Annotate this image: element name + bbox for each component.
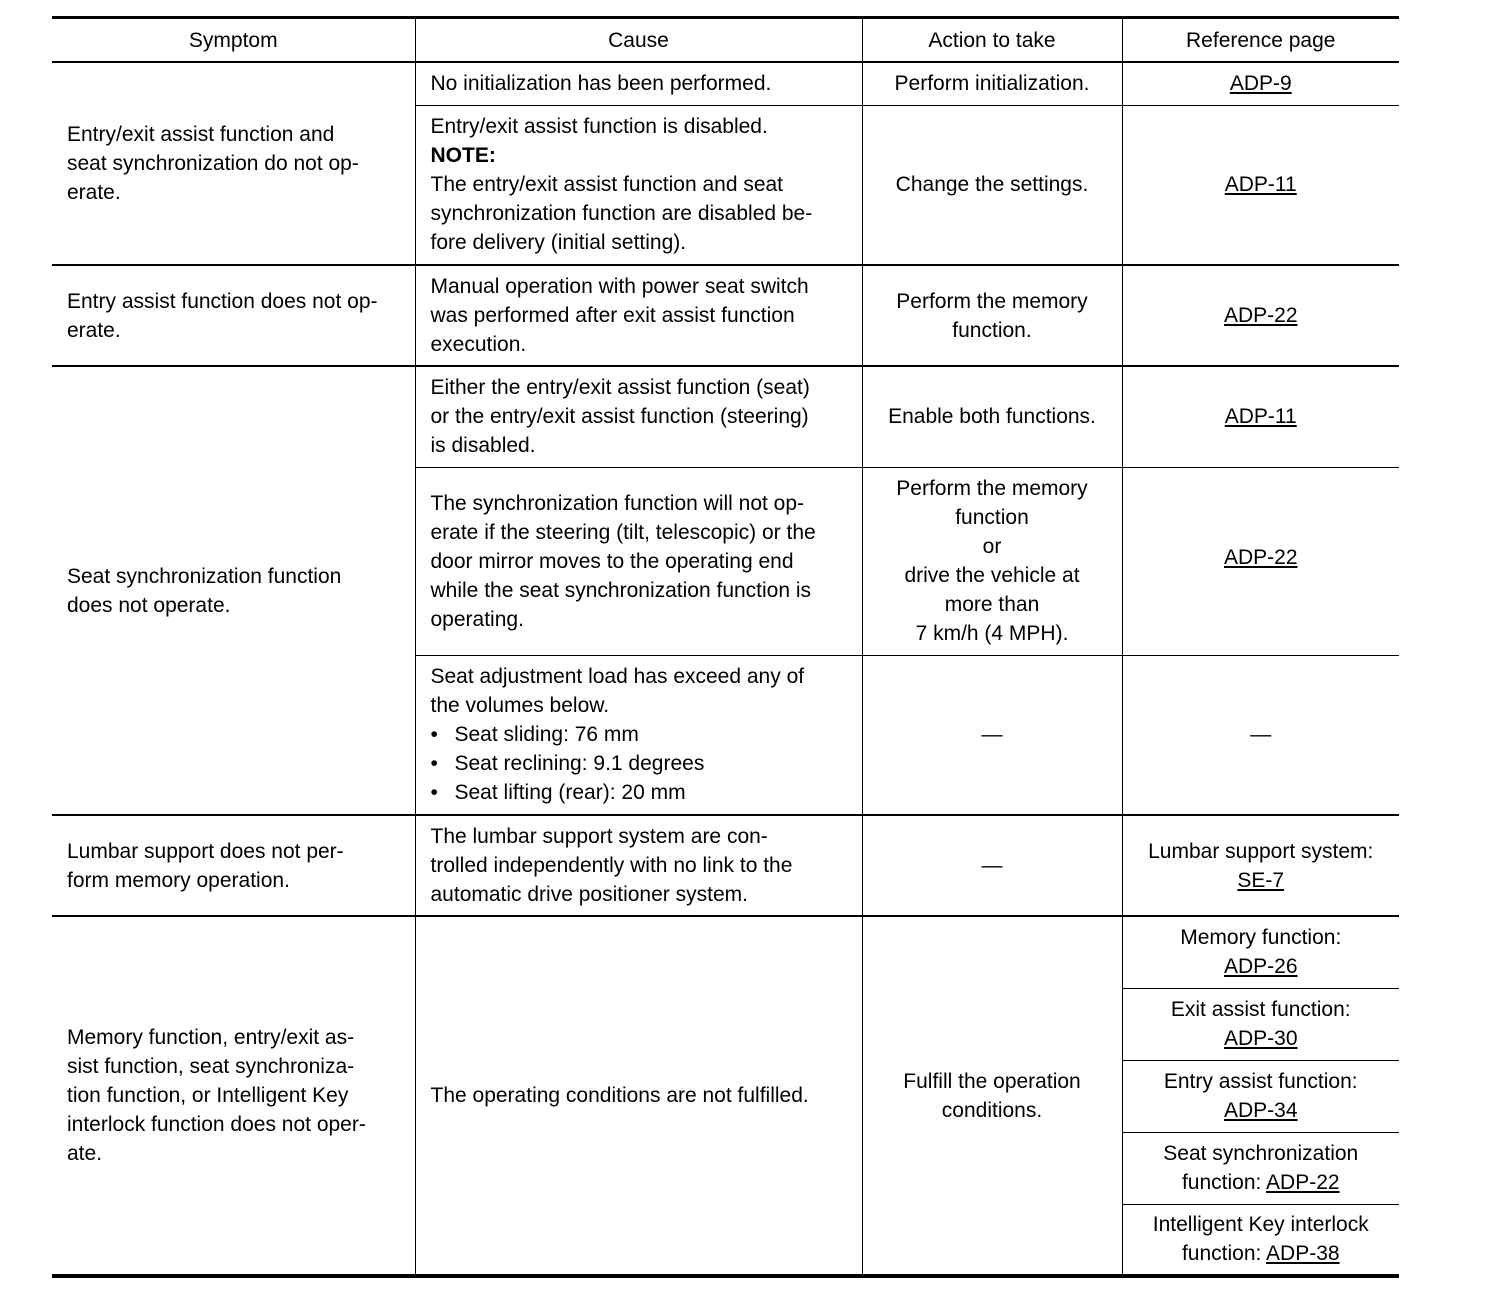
- reference-link[interactable]: ADP-22: [1266, 1171, 1340, 1194]
- reference-cell: [1122, 105, 1399, 265]
- reference-link[interactable]: ADP-34: [1223, 1099, 1298, 1122]
- cause-cell: The operating conditions are not fulfilled.: [415, 916, 862, 1276]
- reference-cell: —: [1122, 655, 1399, 815]
- reference-cell: Entry assist function: ADP-34: [1122, 1060, 1399, 1132]
- reference-cell: [1122, 265, 1399, 366]
- table-row: [52, 366, 1399, 467]
- symptom-cell: Lumbar support does not per- form memory operation.: [52, 815, 415, 916]
- symptom-cell: Memory function, entry/exit as- sist function, seat synchroniza- tion function, or Intelligent Key interlock function does not oper- ate.: [52, 916, 415, 1276]
- cause-cell: No initialization has been performed.: [415, 62, 862, 105]
- reference-cell: Memory function: ADP-26: [1122, 916, 1399, 988]
- troubleshooting-page: [52, 16, 1399, 1278]
- header-reference: Reference page: [1122, 18, 1399, 63]
- reference-link[interactable]: SE-7: [1237, 868, 1285, 892]
- action-cell: Fulfill the operation conditions.: [862, 916, 1122, 1276]
- reference-cell: [1122, 62, 1399, 105]
- bullet-icon: •: [430, 752, 438, 776]
- reference-link[interactable]: ADP-22: [1223, 304, 1298, 327]
- reference-link[interactable]: ADP-38: [1266, 1242, 1340, 1266]
- bullet-icon: •: [430, 723, 438, 747]
- symptom-cell: Entry/exit assist function and seat synchronization do not op- erate.: [52, 62, 415, 265]
- header-symptom: Symptom: [52, 18, 415, 63]
- reference-cell: Exit assist function: ADP-30: [1122, 988, 1399, 1060]
- reference-link[interactable]: ADP-11: [1224, 173, 1297, 197]
- header-cause: Cause: [415, 18, 862, 63]
- reference-cell: [1122, 366, 1399, 467]
- cause-cell: Either the entry/exit assist function (seat) or the entry/exit assist function (steering) is disabled.: [415, 366, 862, 467]
- header-action: Action to take: [862, 18, 1122, 63]
- action-cell: Enable both functions.: [862, 366, 1122, 467]
- table-row: [52, 265, 1399, 366]
- symptom-cell: Seat synchronization function does not operate.: [52, 366, 415, 815]
- reference-cell: Lumbar support system: SE-7: [1122, 815, 1399, 916]
- reference-cell: Seat synchronization function: ADP-22: [1122, 1132, 1399, 1204]
- table-row: [52, 62, 1399, 105]
- table-row: [52, 916, 1399, 988]
- cause-cell: Entry/exit assist function is disabled. NOTE: The entry/exit assist function and seat synchronization function are disabled be- fore delivery (initial setting).: [415, 105, 862, 265]
- action-cell: Change the settings.: [862, 105, 1122, 265]
- reference-cell: [1122, 467, 1399, 655]
- cause-cell: Manual operation with power seat switch was performed after exit assist function execution.: [415, 265, 862, 366]
- list-item: • Seat reclining: 9.1 degrees: [431, 749, 854, 778]
- cause-cell: Seat adjustment load has exceed any of the volumes below. • Seat sliding: 76 mm • Seat reclining: 9.1 degrees • Seat lifting (rear): 20 mm: [415, 655, 862, 815]
- list-item: • Seat lifting (rear): 20 mm: [431, 778, 854, 807]
- symptom-table: [52, 16, 1399, 1278]
- reference-link[interactable]: ADP-26: [1223, 955, 1298, 979]
- reference-cell: Intelligent Key interlock function: ADP-38: [1122, 1204, 1399, 1276]
- action-cell: Perform the memory function.: [862, 265, 1122, 366]
- reference-link[interactable]: ADP-11: [1224, 405, 1297, 429]
- action-cell: Perform the memory function or drive the vehicle at more than 7 km/h (4 MPH).: [862, 467, 1122, 655]
- table-row: [52, 815, 1399, 916]
- bullet-icon: •: [430, 781, 438, 805]
- header-row: [52, 18, 1399, 63]
- reference-link[interactable]: ADP-30: [1223, 1027, 1298, 1050]
- action-cell: —: [862, 815, 1122, 916]
- cause-cell: The lumbar support system are con- trolled independently with no link to the automatic drive positioner system.: [415, 815, 862, 916]
- note-label: NOTE:: [430, 144, 496, 168]
- action-cell: Perform initialization.: [862, 62, 1122, 105]
- symptom-cell: Entry assist function does not op- erate.: [52, 265, 415, 366]
- list-item: • Seat sliding: 76 mm: [431, 720, 854, 749]
- reference-link[interactable]: ADP-9: [1229, 72, 1292, 96]
- action-cell: —: [862, 655, 1122, 815]
- cause-cell: The synchronization function will not op- erate if the steering (tilt, telescopic) or the door mirror moves to the operating end while the seat synchronization function is operating.: [415, 467, 862, 655]
- reference-link[interactable]: ADP-22: [1223, 545, 1298, 569]
